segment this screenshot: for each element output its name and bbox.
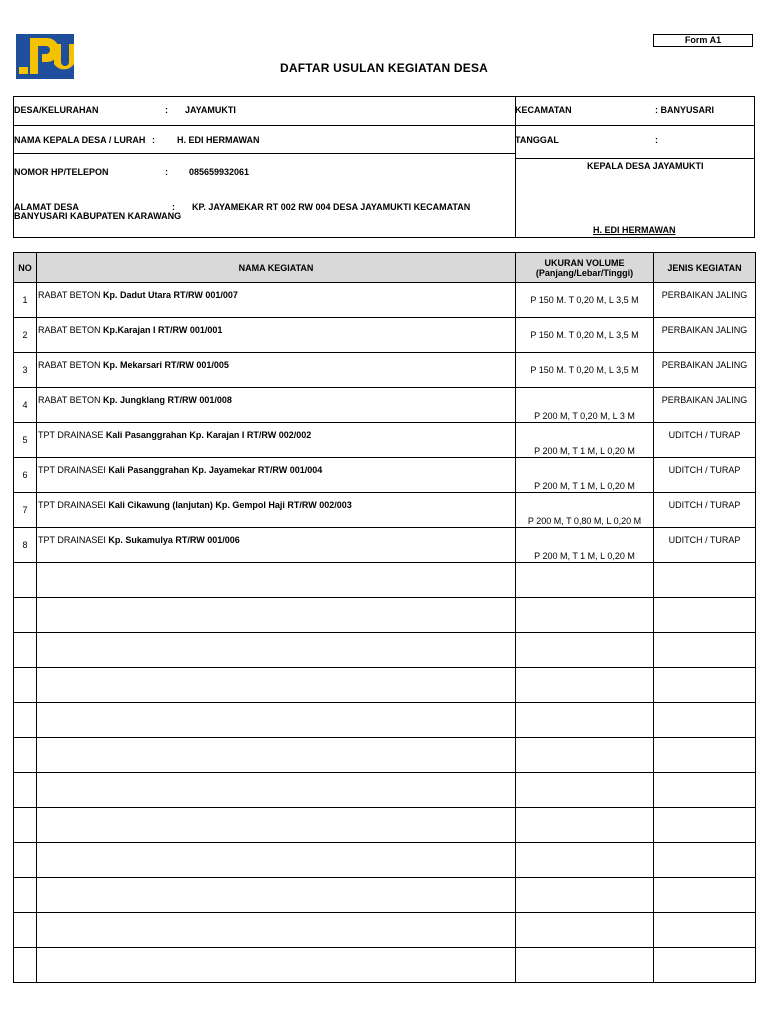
empty-cell (516, 633, 654, 668)
empty-cell (516, 808, 654, 843)
row-number: 7 (14, 493, 37, 528)
desa-label: DESA/KELURAHAN (14, 105, 99, 115)
empty-cell (37, 773, 516, 808)
activity-volume: P 200 M, T 0,20 M, L 3 M (516, 388, 654, 423)
header-volume-line-2: (Panjang/Lebar/Tinggi) (535, 267, 634, 278)
activity-type: RABAT BETON (38, 325, 104, 335)
activity-name (37, 318, 516, 353)
empty-cell (14, 668, 37, 703)
activity-name (37, 283, 516, 318)
empty-cell (516, 703, 654, 738)
row-number: 6 (14, 458, 37, 493)
table-row (14, 388, 756, 423)
empty-cell (654, 738, 756, 773)
desa-colon: : (165, 105, 168, 115)
activity-volume: P 150 M. T 0,20 M, L 3,5 M (516, 283, 654, 318)
empty-cell (37, 563, 516, 598)
table-row (14, 423, 756, 458)
empty-table-row (14, 808, 756, 843)
empty-cell (37, 633, 516, 668)
empty-cell (14, 948, 37, 983)
activity-type-category: PERBAIKAN JALING (654, 318, 756, 353)
row-number: 2 (14, 318, 37, 353)
document-title: DAFTAR USULAN KEGIATAN DESA (279, 61, 489, 75)
empty-table-row (14, 878, 756, 913)
table-row (14, 318, 756, 353)
activity-volume: P 200 M, T 1 M, L 0,20 M (516, 423, 654, 458)
header-volume (516, 253, 654, 283)
table-row (14, 493, 756, 528)
activity-type-category: PERBAIKAN JALING (654, 283, 756, 318)
empty-table-row (14, 913, 756, 948)
activity-location: Kali Cikawung (lanjutan) Kp. Gempol Haji RT/RW 002/003 (108, 500, 352, 510)
alamat-colon: : (172, 202, 175, 212)
activity-type-category: UDITCH / TURAP (654, 458, 756, 493)
empty-table-row (14, 703, 756, 738)
empty-cell (654, 773, 756, 808)
empty-cell (37, 738, 516, 773)
kepala-desa-value: H. EDI HERMAWAN (177, 135, 260, 145)
activity-type: TPT DRAINASEI (38, 535, 109, 545)
activity-volume: P 150 M. T 0,20 M, L 3,5 M (516, 318, 654, 353)
table-row (14, 283, 756, 318)
activity-name (37, 353, 516, 388)
activity-type-category: UDITCH / TURAP (654, 423, 756, 458)
activity-type-category: UDITCH / TURAP (654, 493, 756, 528)
info-row-line (14, 125, 754, 126)
header-no: NO (14, 253, 37, 283)
kecamatan-value: : BANYUSARI (655, 105, 715, 115)
activity-type-category: PERBAIKAN JALING (654, 388, 756, 423)
activity-name (37, 493, 516, 528)
activity-type: RABAT BETON (38, 395, 104, 405)
table-body (14, 283, 756, 983)
table-header-row (14, 253, 756, 283)
activity-location: Kp.Karajan I RT/RW 001/001 (103, 325, 223, 335)
alamat-value-line-2: BANYUSARI KABUPATEN KARAWANG (14, 211, 182, 221)
table-row (14, 528, 756, 563)
desa-value: JAYAMUKTI (185, 105, 236, 115)
empty-cell (14, 563, 37, 598)
empty-table-row (14, 598, 756, 633)
row-number: 8 (14, 528, 37, 563)
empty-cell (516, 878, 654, 913)
row-number: 5 (14, 423, 37, 458)
table-row (14, 353, 756, 388)
empty-cell (14, 878, 37, 913)
empty-table-row (14, 738, 756, 773)
empty-cell (516, 738, 654, 773)
empty-cell (14, 843, 37, 878)
activity-location: Kp. Jungklang RT/RW 001/008 (103, 395, 232, 405)
activity-volume: P 200 M, T 1 M, L 0,20 M (516, 458, 654, 493)
empty-cell (37, 948, 516, 983)
empty-cell (37, 913, 516, 948)
empty-cell (14, 913, 37, 948)
form-code-box: Form A1 (653, 34, 753, 47)
row-number: 3 (14, 353, 37, 388)
empty-cell (654, 668, 756, 703)
activity-name (37, 528, 516, 563)
info-row-line (14, 153, 515, 154)
activity-name (37, 458, 516, 493)
empty-cell (654, 913, 756, 948)
tanggal-label: TANGGAL (515, 135, 559, 145)
activity-type: RABAT BETON (38, 360, 104, 370)
empty-table-row (14, 948, 756, 983)
empty-cell (516, 913, 654, 948)
empty-cell (14, 703, 37, 738)
empty-cell (516, 598, 654, 633)
empty-cell (654, 563, 756, 598)
alamat-label: ALAMAT DESA (14, 202, 79, 212)
alamat-value: KP. JAYAMEKAR RT 002 RW 004 DESA JAYAMUKTI KECAMATAN (192, 202, 471, 212)
empty-table-row (14, 773, 756, 808)
activity-location: Kp. Mekarsari RT/RW 001/005 (103, 360, 229, 370)
header-name: NAMA KEGIATAN (37, 253, 516, 283)
activity-table (13, 252, 756, 983)
row-number: 1 (14, 283, 37, 318)
empty-cell (37, 808, 516, 843)
header-volume-line-1: UKURAN VOLUME (544, 257, 625, 268)
empty-cell (516, 563, 654, 598)
empty-cell (14, 598, 37, 633)
empty-table-row (14, 843, 756, 878)
kecamatan-label: KECAMATAN (515, 105, 572, 115)
activity-name (37, 423, 516, 458)
empty-cell (654, 948, 756, 983)
info-divider (515, 97, 516, 237)
signature-title: KEPALA DESA JAYAMUKTI (587, 161, 704, 171)
empty-cell (516, 773, 654, 808)
empty-cell (654, 703, 756, 738)
hp-value: 085659932061 (189, 167, 250, 177)
activity-volume: P 200 M, T 0,80 M, L 0,20 M (516, 493, 654, 528)
empty-cell (37, 843, 516, 878)
empty-cell (516, 948, 654, 983)
empty-cell (37, 878, 516, 913)
activity-type: TPT DRAINASEI (38, 500, 109, 510)
hp-colon: : (165, 167, 168, 177)
activity-location: Kp. Dadut Utara RT/RW 001/007 (103, 290, 238, 300)
tanggal-colon: : (655, 135, 658, 145)
empty-cell (654, 598, 756, 633)
empty-cell (654, 808, 756, 843)
activity-volume: P 150 M. T 0,20 M, L 3,5 M (516, 353, 654, 388)
activity-location: Kali Pasanggrahan Kp. Karajan I RT/RW 002/002 (105, 430, 312, 440)
empty-table-row (14, 633, 756, 668)
hp-label: NOMOR HP/TELEPON (14, 167, 109, 177)
activity-type-category: PERBAIKAN JALING (654, 353, 756, 388)
info-section (13, 96, 755, 238)
activity-location: Kali Pasanggrahan Kp. Jayamekar RT/RW 001/004 (108, 465, 323, 475)
empty-cell (516, 668, 654, 703)
empty-table-row (14, 563, 756, 598)
activity-volume: P 200 M, T 1 M, L 0,20 M (516, 528, 654, 563)
activity-type: TPT DRAINASEI (38, 465, 109, 475)
empty-cell (37, 598, 516, 633)
table-row (14, 458, 756, 493)
empty-cell (14, 633, 37, 668)
empty-cell (516, 843, 654, 878)
empty-cell (37, 668, 516, 703)
activity-name (37, 388, 516, 423)
activity-location: Kp. Sukamulya RT/RW 001/006 (108, 535, 240, 545)
header-jenis: JENIS KEGIATAN (654, 253, 756, 283)
activity-type: RABAT BETON (38, 290, 104, 300)
empty-cell (14, 808, 37, 843)
empty-cell (14, 738, 37, 773)
kepala-desa-colon: : (152, 135, 155, 145)
activity-type: TPT DRAINASE (38, 430, 106, 440)
empty-cell (654, 878, 756, 913)
signature-name: H. EDI HERMAWAN (593, 225, 676, 235)
activity-type-category: UDITCH / TURAP (654, 528, 756, 563)
empty-cell (654, 843, 756, 878)
empty-table-row (14, 668, 756, 703)
empty-cell (14, 773, 37, 808)
empty-cell (37, 703, 516, 738)
row-number: 4 (14, 388, 37, 423)
empty-cell (654, 633, 756, 668)
kepala-desa-label: NAMA KEPALA DESA / LURAH (14, 135, 146, 145)
info-row-line (515, 158, 754, 159)
